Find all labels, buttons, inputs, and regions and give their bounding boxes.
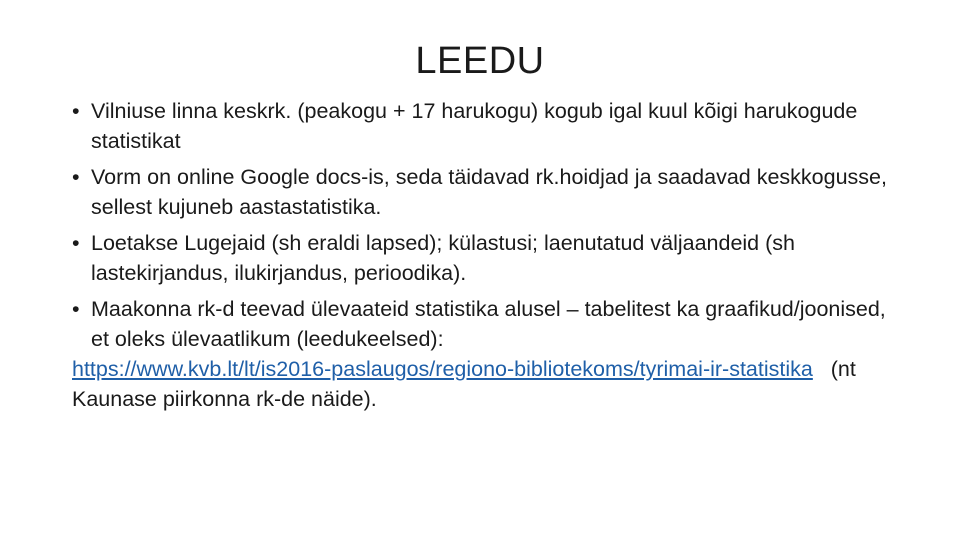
statistics-link[interactable]: https://www.kvb.lt/lt/is2016-paslaugos/regiono-bibliotekoms/tyrimai-ir-statistika bbox=[72, 357, 813, 381]
slide-title bbox=[0, 40, 960, 83]
bullet-item-1 bbox=[72, 96, 902, 156]
link-after-text: (nt Kaunase piirkonna rk-de näide). bbox=[72, 357, 856, 411]
bullet-item-3 bbox=[72, 228, 902, 288]
bullet-text: Vorm on online Google docs-is, seda täidavad rk.hoidjad ja saadavad keskkogusse, sellest kujuneb aastastatistika. bbox=[91, 165, 887, 219]
slide-body bbox=[72, 96, 902, 414]
bullet-text: Maakonna rk-d teevad ülevaateid statistika alusel – tabelitest ka graafikud/joonised, et oleks ülevaatlikum (leedukeelsed): bbox=[91, 297, 886, 351]
slide-title-text: LEEDU bbox=[415, 40, 545, 82]
bullet-text: Loetakse Lugejaid (sh eraldi lapsed); külastusi; laenutatud väljaandeid (sh lastekirjandus, ilukirjandus, perioodika). bbox=[91, 231, 795, 285]
bullet-item-2 bbox=[72, 162, 902, 222]
bullet-item-4 bbox=[72, 294, 902, 354]
bullet-dot: • bbox=[72, 99, 80, 123]
link-paragraph bbox=[72, 354, 902, 414]
bullet-dot: • bbox=[72, 165, 80, 189]
bullet-text: Vilniuse linna keskrk. (peakogu + 17 harukogu) kogub igal kuul kõigi harukogude statistikat bbox=[91, 99, 858, 153]
bullet-dot: • bbox=[72, 297, 80, 321]
bullet-dot: • bbox=[72, 231, 80, 255]
